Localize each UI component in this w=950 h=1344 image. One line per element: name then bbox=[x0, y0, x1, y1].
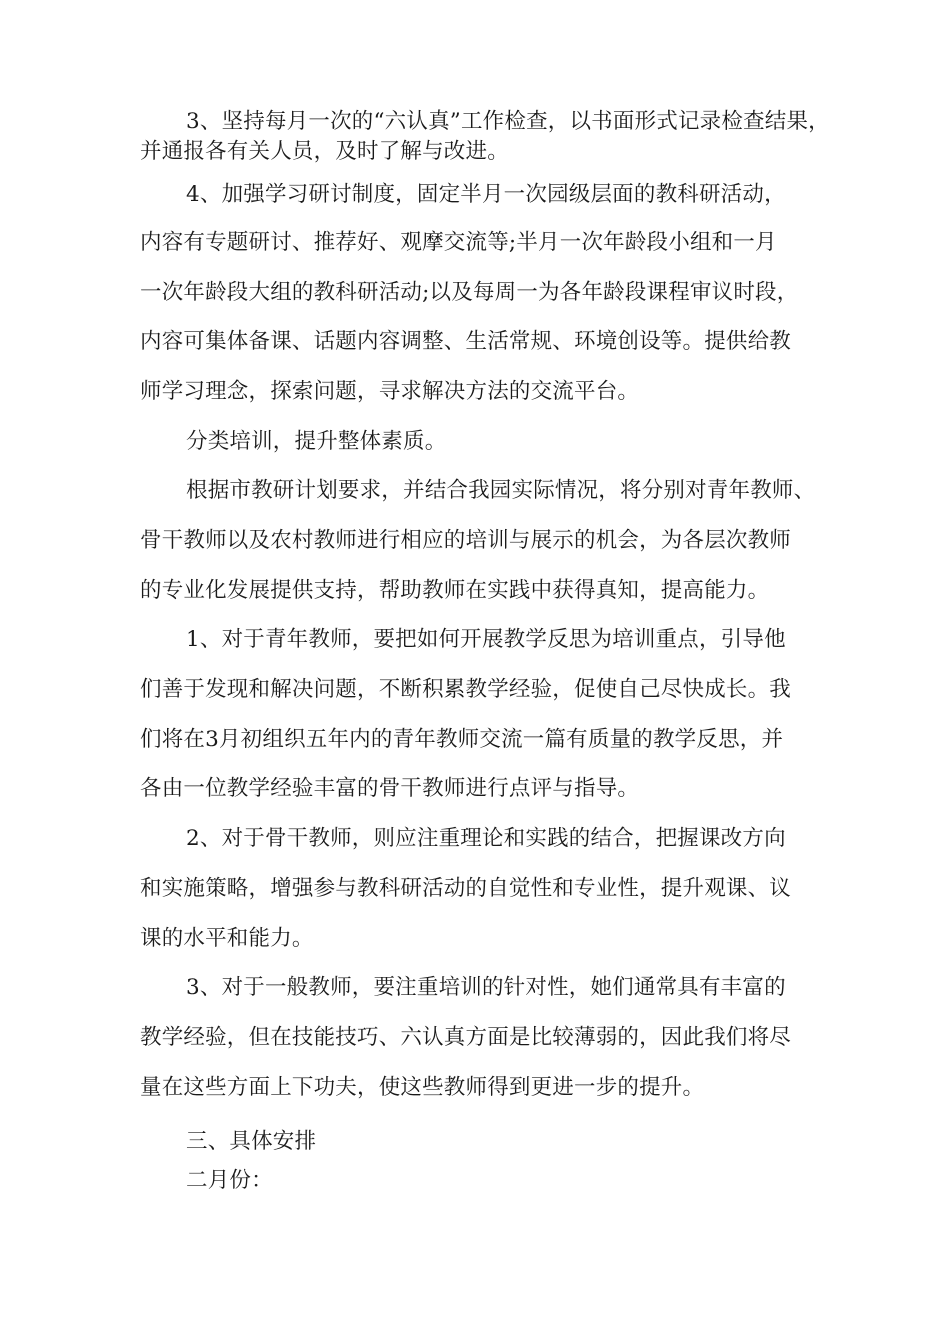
text-line: 的专业化发展提供支持，帮助教师在实践中获得真知，提高能力。 bbox=[140, 578, 770, 603]
text-line: 并通报各有关人员，及时了解与改进。 bbox=[140, 139, 509, 164]
text-line: 和实施策略，增强参与教科研活动的自觉性和专业性，提升观课、议 bbox=[140, 876, 792, 901]
text-line: 一次年龄段大组的教科研活动;以及每周一为各年龄段课程审议时段， bbox=[140, 280, 799, 305]
text-line: 二月份： bbox=[186, 1168, 273, 1193]
text-line: 各由一位教学经验丰富的骨干教师进行点评与指导。 bbox=[140, 776, 640, 801]
text-line: 4、加强学习研讨制度，固定半月一次园级层面的教科研活动， bbox=[186, 182, 786, 207]
text-line: 师学习理念，探索问题，寻求解决方法的交流平台。 bbox=[140, 379, 640, 404]
text-line: 分类培训，提升整体素质。 bbox=[186, 429, 447, 454]
text-line: 教学经验，但在技能技巧、六认真方面是比较薄弱的，因此我们将尽 bbox=[140, 1025, 792, 1050]
text-line: 们善于发现和解决问题，不断积累教学经验，促使自己尽快成长。我 bbox=[140, 677, 792, 702]
text-line: 1、对于青年教师，要把如何开展教学反思为培训重点，引导他 bbox=[186, 627, 786, 652]
text-line: 3、对于一般教师，要注重培训的针对性，她们通常具有丰富的 bbox=[186, 975, 786, 1000]
text-line: 2、对于骨干教师，则应注重理论和实践的结合，把握课改方向 bbox=[186, 826, 786, 851]
text-line: 骨干教师以及农村教师进行相应的培训与展示的机会，为各层次教师 bbox=[140, 528, 792, 553]
section-heading: 三、具体安排 bbox=[186, 1129, 317, 1154]
text-line: 根据市教研计划要求，并结合我园实际情况，将分别对青年教师、 bbox=[186, 478, 816, 503]
text-line: 3、坚持每月一次的“六认真”工作检查，以书面形式记录检查结果， bbox=[186, 109, 830, 134]
text-line: 内容可集体备课、话题内容调整、生活常规、环境创设等。提供给教 bbox=[140, 329, 792, 354]
text-line: 们将在3月初组织五年内的青年教师交流一篇有质量的教学反思，并 bbox=[140, 727, 784, 752]
text-line: 内容有专题研讨、推荐好、观摩交流等;半月一次年龄段小组和一月 bbox=[140, 230, 777, 255]
text-line: 量在这些方面上下功夫，使这些教师得到更进一步的提升。 bbox=[140, 1075, 705, 1100]
text-line: 课的水平和能力。 bbox=[140, 926, 314, 951]
